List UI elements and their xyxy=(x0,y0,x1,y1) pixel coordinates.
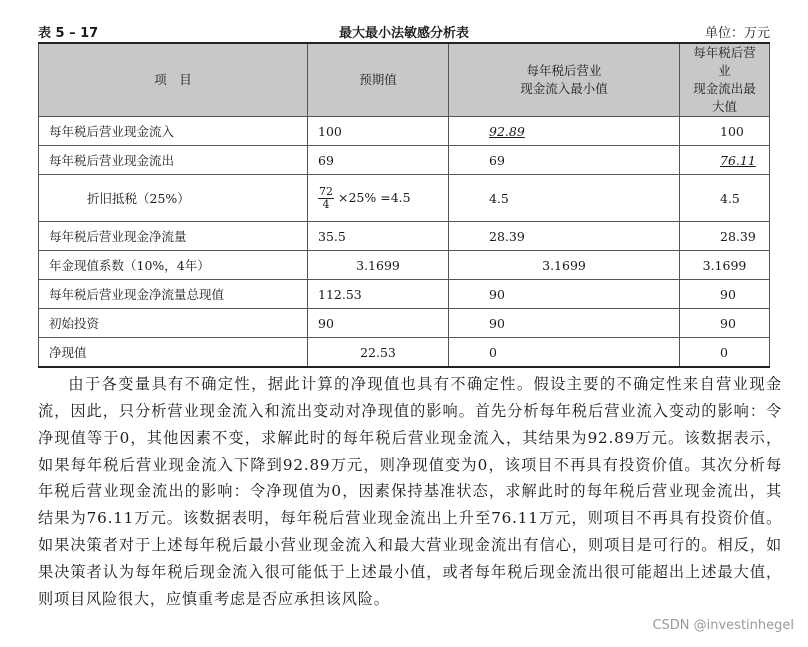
table-caption xyxy=(38,22,770,42)
row-label: 折旧抵税（25%） xyxy=(39,175,308,222)
cell-min-inflow: 90 xyxy=(449,280,680,309)
table-row xyxy=(39,338,770,368)
header-min-inflow: 每年税后营业 现金流入最小值 xyxy=(449,43,680,117)
fraction-suffix: ×25% =4.5 xyxy=(337,189,411,205)
cell-expected: 35.5 xyxy=(308,222,449,251)
table-row xyxy=(39,309,770,338)
table-number: 表 5 – 17 xyxy=(38,26,99,41)
cell-min-inflow: 0 xyxy=(449,338,680,368)
row-label: 每年税后营业现金净流量 xyxy=(39,222,308,251)
table-row xyxy=(39,280,770,309)
cell-expected: 100 xyxy=(308,117,449,146)
cell-min-inflow: 4.5 xyxy=(449,175,680,222)
row-label: 每年税后营业现金流出 xyxy=(39,146,308,175)
cell-expected: 22.53 xyxy=(308,338,449,368)
cell-expected: 112.53 xyxy=(308,280,449,309)
cell-min-inflow xyxy=(449,117,680,146)
table-row xyxy=(39,146,770,175)
cell-max-outflow: 90 xyxy=(680,309,770,338)
table-row xyxy=(39,175,770,222)
cell-min-inflow: 28.39 xyxy=(449,222,680,251)
table-row xyxy=(39,251,770,280)
row-label: 每年税后营业现金净流量总现值 xyxy=(39,280,308,309)
cell-min-inflow: 69 xyxy=(449,146,680,175)
cell-max-outflow: 100 xyxy=(680,117,770,146)
cell-max-outflow: 28.39 xyxy=(680,222,770,251)
fraction-numerator: 72 xyxy=(319,184,333,198)
cell-min-inflow: 90 xyxy=(449,309,680,338)
body-paragraph: 由于各变量具有不确定性，据此计算的净现值也具有不确定性。假设主要的不确定性来自营业现金流，因此，只分析营业现金流入和流出变动对净现值的影响。首先分析每年税后营业流入变动的影响：令净现值等于0，其他因素不变，求解此时的每年税后营业现金流入，其结果为92.89万元。该数据表示，如果每年税后营业现金流入下降到92.89万元，则净现值变为0，该项目不再具有投资价值。其次分析每年税后营业现金流出的影响：令净现值为0，因素保持基准状态，求解此时的每年税后营业现金流出，其结果为76.11万元。该数据表明，每年税后营业现金流出上升至76.11万元，则项目不再具有投资价值。如果决策者对于上述每年税后最小营业现金流入和最大营业现金流出有信心，则项目是可行的。相反，如果决策者认为每年税后现金流入很可能低于上述最小值，或者每年税后现金流出很可能超出上述最大值，则项目风险很大，应慎重考虑是否应承担该风险。 xyxy=(38,375,782,608)
header-max-outflow: 每年税后营业 现金流出最大值 xyxy=(680,43,770,117)
solved-value: 76.11 xyxy=(720,152,756,168)
sensitivity-table xyxy=(38,42,770,368)
cell-max-outflow: 3.1699 xyxy=(680,251,770,280)
cell-max-outflow xyxy=(680,146,770,175)
table-row xyxy=(39,222,770,251)
cell-expected: 90 xyxy=(308,309,449,338)
table-header-row xyxy=(39,43,770,117)
cell-expected xyxy=(308,175,449,222)
table-unit: 单位：万元 xyxy=(704,26,770,41)
row-label: 年金现值系数（10%，4年） xyxy=(39,251,308,280)
row-label: 每年税后营业现金流入 xyxy=(39,117,308,146)
table-title: 最大最小法敏感分析表 xyxy=(338,26,469,41)
solved-value: 92.89 xyxy=(489,123,525,139)
watermark: CSDN @investinhegel xyxy=(652,618,794,633)
header-expected: 预期值 xyxy=(308,43,449,117)
cell-max-outflow: 90 xyxy=(680,280,770,309)
row-label: 净现值 xyxy=(39,338,308,368)
cell-max-outflow: 4.5 xyxy=(680,175,770,222)
row-label: 初始投资 xyxy=(39,309,308,338)
cell-expected: 69 xyxy=(308,146,449,175)
cell-min-inflow: 3.1699 xyxy=(449,251,680,280)
cell-expected: 3.1699 xyxy=(308,251,449,280)
cell-max-outflow: 0 xyxy=(680,338,770,368)
fraction-denominator: 4 xyxy=(322,197,330,211)
table-row xyxy=(39,117,770,146)
fraction xyxy=(318,186,334,211)
header-item: 项 目 xyxy=(39,43,308,117)
